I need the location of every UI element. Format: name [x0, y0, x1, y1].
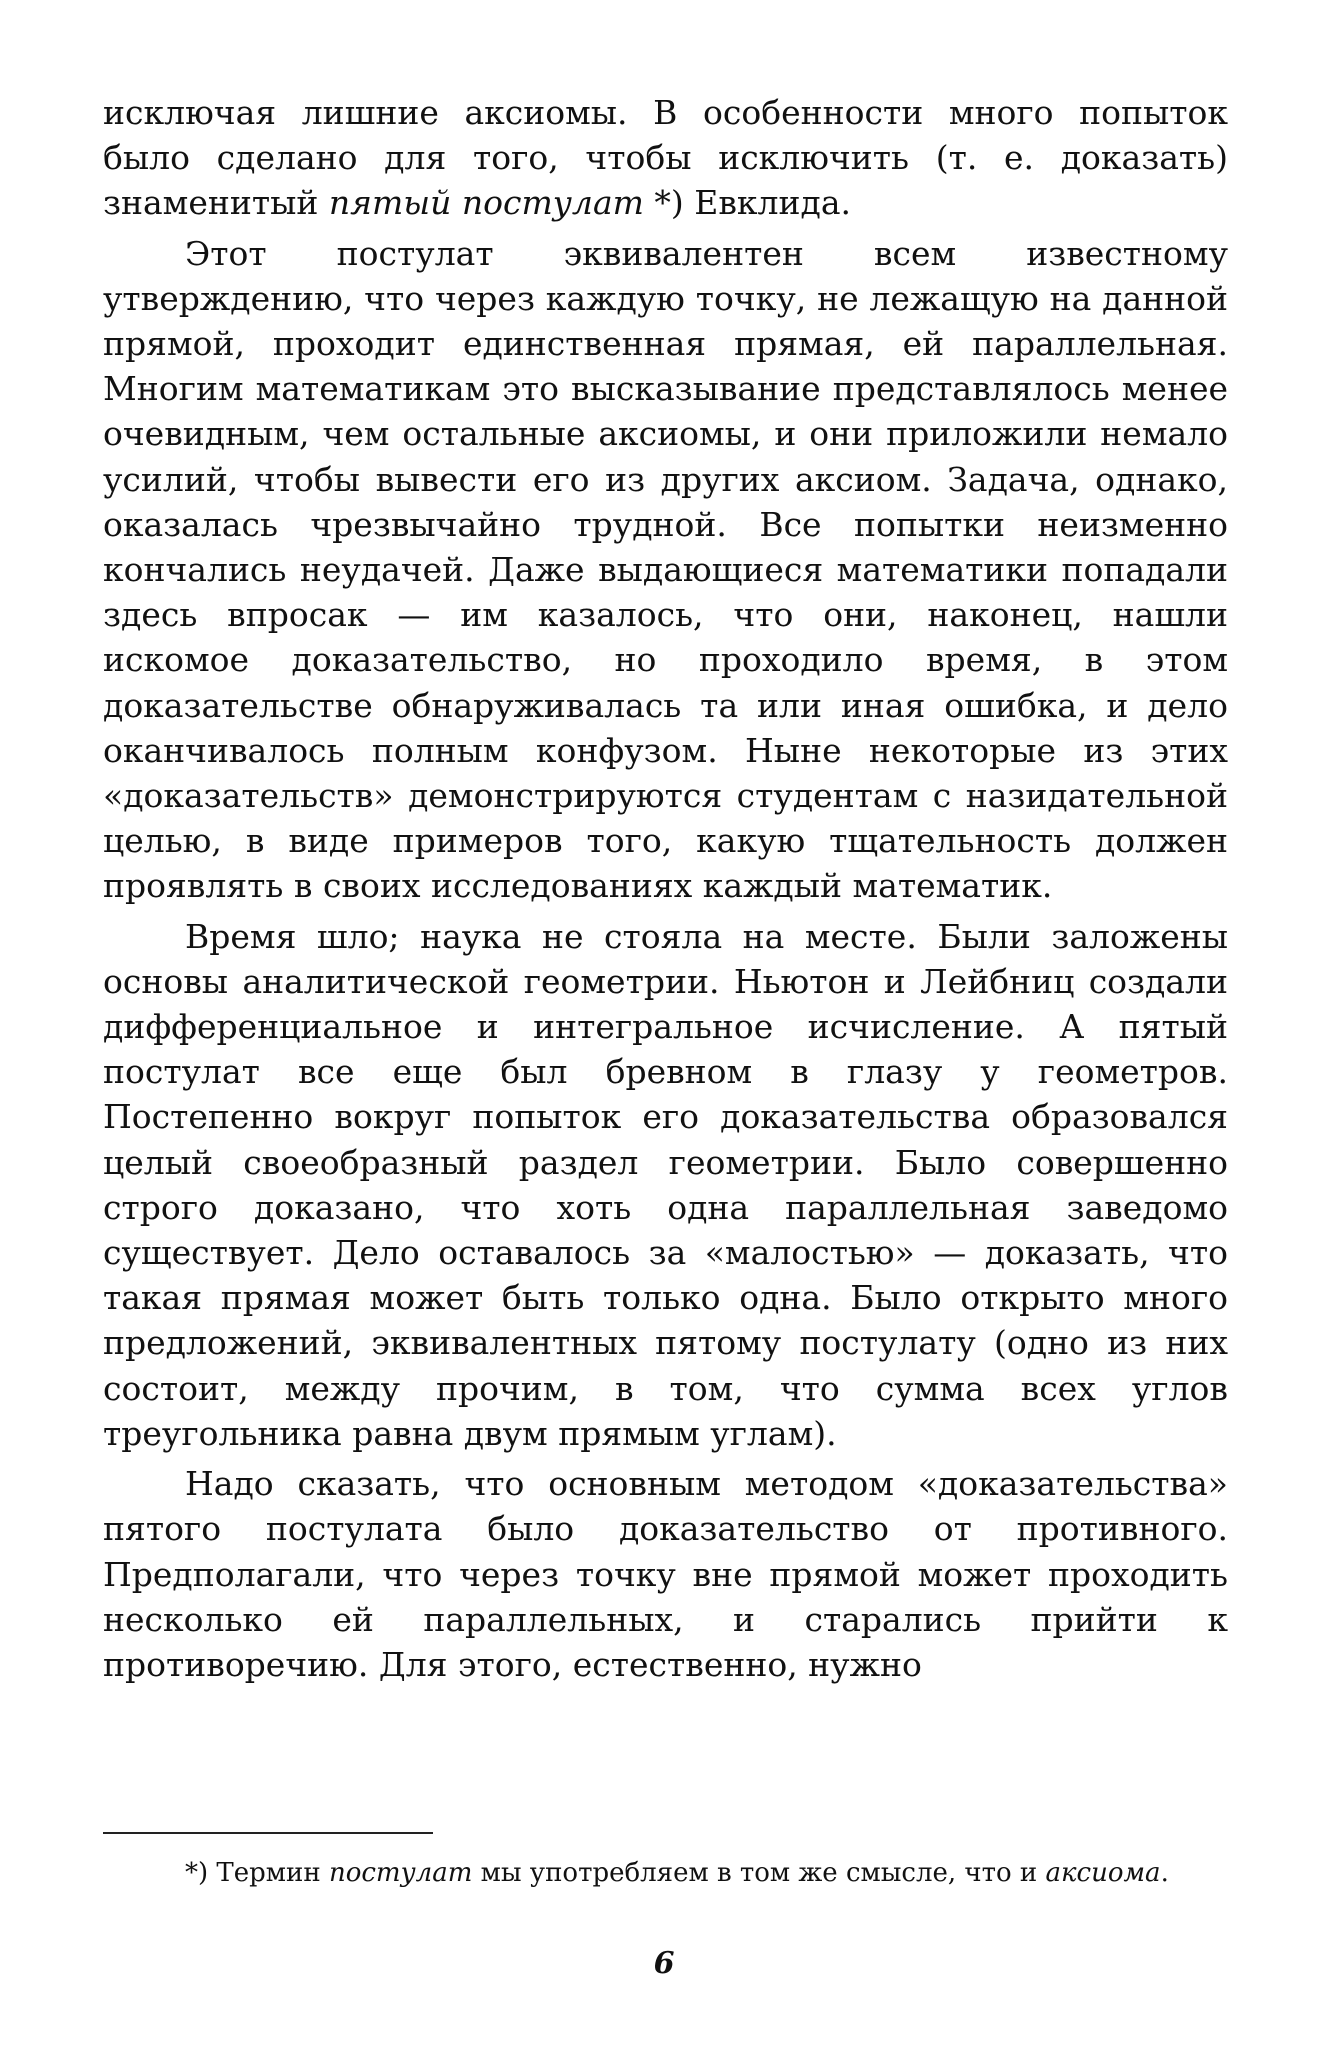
- footnote: [103, 1854, 1228, 1892]
- footnote-text: [103, 1854, 1228, 1892]
- page-body: [103, 90, 1228, 1692]
- footnote-before: Термин: [216, 1858, 329, 1888]
- term-fifth-postulate: пятый постулат: [328, 183, 644, 223]
- footnote-marker: *): [185, 1858, 217, 1888]
- paragraph-2: Этот постулат эквивалентен всем известному утверждению, что через каждую точку, не лежащую на данной прямой, проходит единственная прямая, ей параллельная. Многим математикам это высказывание представлялось менее очевидным, чем остальные аксиомы, и они приложили немало усилий, чтобы вывести его из других аксиом. Задача, однако, оказалась чрезвычайно трудной. Все попытки неизменно кончались неудачей. Даже выдающиеся математики попадали здесь впросак — им казалось, что они, наконец, нашли искомое доказательство, но проходило время, в этом доказательстве обнаруживалась та или иная ошибка, и дело оканчивалось полным конфузом. Ныне некоторые из этих «доказательств» демонстрируются студентам с назидательной целью, в виде примеров того, какую тщательность должен проявлять в своих исследованиях каждый математик.: [103, 233, 1228, 906]
- footnote-divider: [103, 1832, 433, 1834]
- paragraph-1-before: исключая лишние аксиомы. В особенности много попыток было сделано для того, чтобы исключить (т. е. доказать) знаменитый: [103, 93, 1228, 223]
- paragraph-4: Надо сказать, что основным методом «доказательства» пятого постулата было доказательство от противного. Предполагали, что через точку вне прямой может проходить несколько ей параллельных, и старались прийти к противоречию. Для этого, естественно, нужно: [103, 1464, 1228, 1684]
- footnote-term-axiom: аксиома: [1045, 1858, 1161, 1888]
- page-number: 6: [653, 1946, 675, 1981]
- paragraph-3: Время шло; наука не стояла на месте. Были заложены основы аналитической геометрии. Ньютон и Лейбниц создали дифференциальное и интегральное исчисление. А пятый постулат все еще был бревном в глазу у геометров. Постепенно вокруг попыток его доказательства образовался целый своеобразный раздел геометрии. Было совершенно строго доказано, что хоть одна параллельная заведомо существует. Дело оставалось за «малостью» — доказать, что такая прямая может быть только одна. Было открыто много предложений, эквивалентных пятому постулату (одно из них состоит, между прочим, в том, что сумма всех углов треугольника равна двум прямым углам).: [103, 916, 1228, 1453]
- footnote-after: .: [1160, 1858, 1169, 1888]
- paragraph-1-after: *) Евклида.: [643, 183, 851, 223]
- paragraph-1: [103, 90, 1228, 226]
- footnote-term-postulate: постулат: [328, 1858, 473, 1888]
- footnote-middle: мы употребляем в том же смысле, что и: [472, 1858, 1046, 1888]
